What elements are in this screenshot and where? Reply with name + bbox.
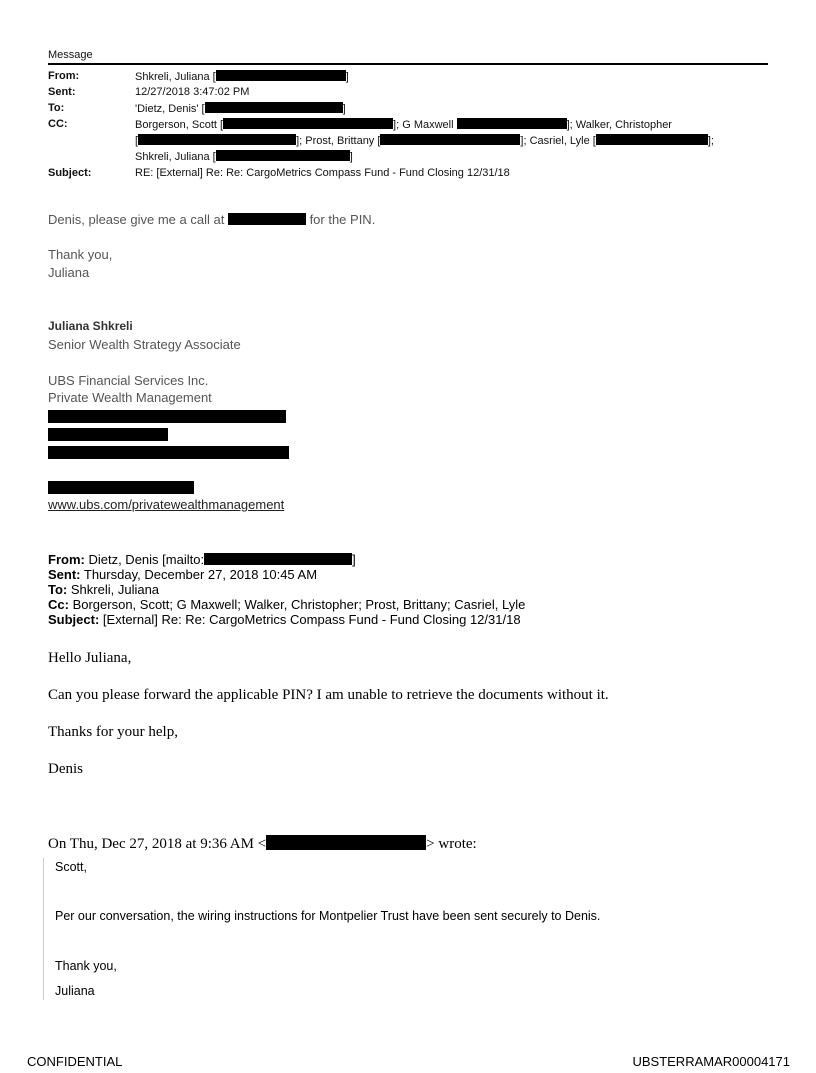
header-divider bbox=[48, 63, 768, 65]
quoted-greeting: Scott, bbox=[55, 860, 87, 874]
reply-line-1: Denis, please give me a call at for the PIN. bbox=[48, 212, 376, 227]
redaction-block bbox=[380, 134, 520, 145]
redaction-block bbox=[228, 213, 306, 225]
redaction-block bbox=[216, 70, 346, 81]
from-label: From: bbox=[48, 70, 80, 82]
redaction-block bbox=[596, 134, 708, 145]
subject-value: RE: [External] Re: Re: CargoMetrics Compass Fund - Fund Closing 12/31/18 bbox=[135, 167, 510, 179]
redaction-block bbox=[223, 118, 393, 129]
fwd-to: To: Shkreli, Juliana bbox=[48, 582, 160, 597]
fwd-from: From: Dietz, Denis [mailto: ] bbox=[48, 552, 356, 567]
to-value: 'Dietz, Denis' [ ] bbox=[135, 103, 346, 115]
signature-title: Senior Wealth Strategy Associate bbox=[48, 337, 241, 352]
cc-line-3: Shkreli, Juliana [ ] bbox=[135, 151, 353, 163]
website-link[interactable]: www.ubs.com/privatewealthmanagement bbox=[48, 497, 285, 512]
reply-name: Juliana bbox=[48, 265, 90, 280]
fwd-sent: Sent: Thursday, December 27, 2018 10:45 AM bbox=[48, 567, 318, 582]
sent-value: 12/27/2018 3:47:02 PM bbox=[135, 86, 250, 98]
message-label: Message bbox=[48, 49, 93, 61]
sent-label: Sent: bbox=[48, 86, 76, 98]
signature-division: Private Wealth Management bbox=[48, 390, 212, 405]
fwd-cc: Cc: Borgerson, Scott; G Maxwell; Walker, Christopher; Prost, Brittany; Casriel, Lyle bbox=[48, 597, 526, 612]
fwd-signoff: Denis bbox=[48, 761, 83, 777]
redaction-block bbox=[48, 481, 194, 494]
fwd-body: Can you please forward the applicable PIN? I am unable to retrieve the documents without it. bbox=[48, 687, 609, 703]
footer-bates-number: UBSTERRAMAR00004171 bbox=[632, 1054, 790, 1069]
from-value: Shkreli, Juliana [ ] bbox=[135, 71, 349, 83]
redaction-block bbox=[205, 102, 343, 113]
footer-confidential: CONFIDENTIAL bbox=[27, 1054, 123, 1069]
cc-line-2: [ ]; Prost, Brittany [ ]; Casriel, Lyle [ ]; bbox=[135, 135, 714, 147]
redaction-block bbox=[457, 118, 567, 129]
redaction-block bbox=[266, 835, 426, 850]
redaction-block bbox=[48, 428, 168, 441]
quoted-intro: On Thu, Dec 27, 2018 at 9:36 AM < > wrote: bbox=[48, 836, 477, 852]
redaction-block bbox=[48, 446, 289, 459]
redaction-block bbox=[216, 150, 350, 161]
to-label: To: bbox=[48, 102, 65, 114]
cc-label: CC: bbox=[48, 118, 68, 130]
subject-label: Subject: bbox=[48, 167, 92, 179]
quoted-body: Per our conversation, the wiring instructions for Montpelier Trust have been sent securely to Denis. bbox=[55, 909, 601, 923]
quoted-thanks: Thank you, bbox=[55, 959, 117, 973]
redaction-block bbox=[138, 134, 296, 145]
fwd-thanks: Thanks for your help, bbox=[48, 724, 178, 740]
fwd-greeting: Hello Juliana, bbox=[48, 650, 132, 666]
cc-line-1: Borgerson, Scott [ ]; G Maxwell ]; Walker, Christopher bbox=[135, 119, 672, 131]
signature-name: Juliana Shkreli bbox=[48, 319, 133, 333]
fwd-subject: Subject: [External] Re: Re: CargoMetrics Compass Fund - Fund Closing 12/31/18 bbox=[48, 612, 521, 627]
redaction-block bbox=[204, 553, 352, 565]
quote-bar bbox=[43, 858, 44, 1000]
signature-company: UBS Financial Services Inc. bbox=[48, 373, 209, 388]
redaction-block bbox=[48, 410, 286, 423]
quoted-name: Juliana bbox=[55, 984, 95, 998]
reply-thanks: Thank you, bbox=[48, 247, 113, 262]
